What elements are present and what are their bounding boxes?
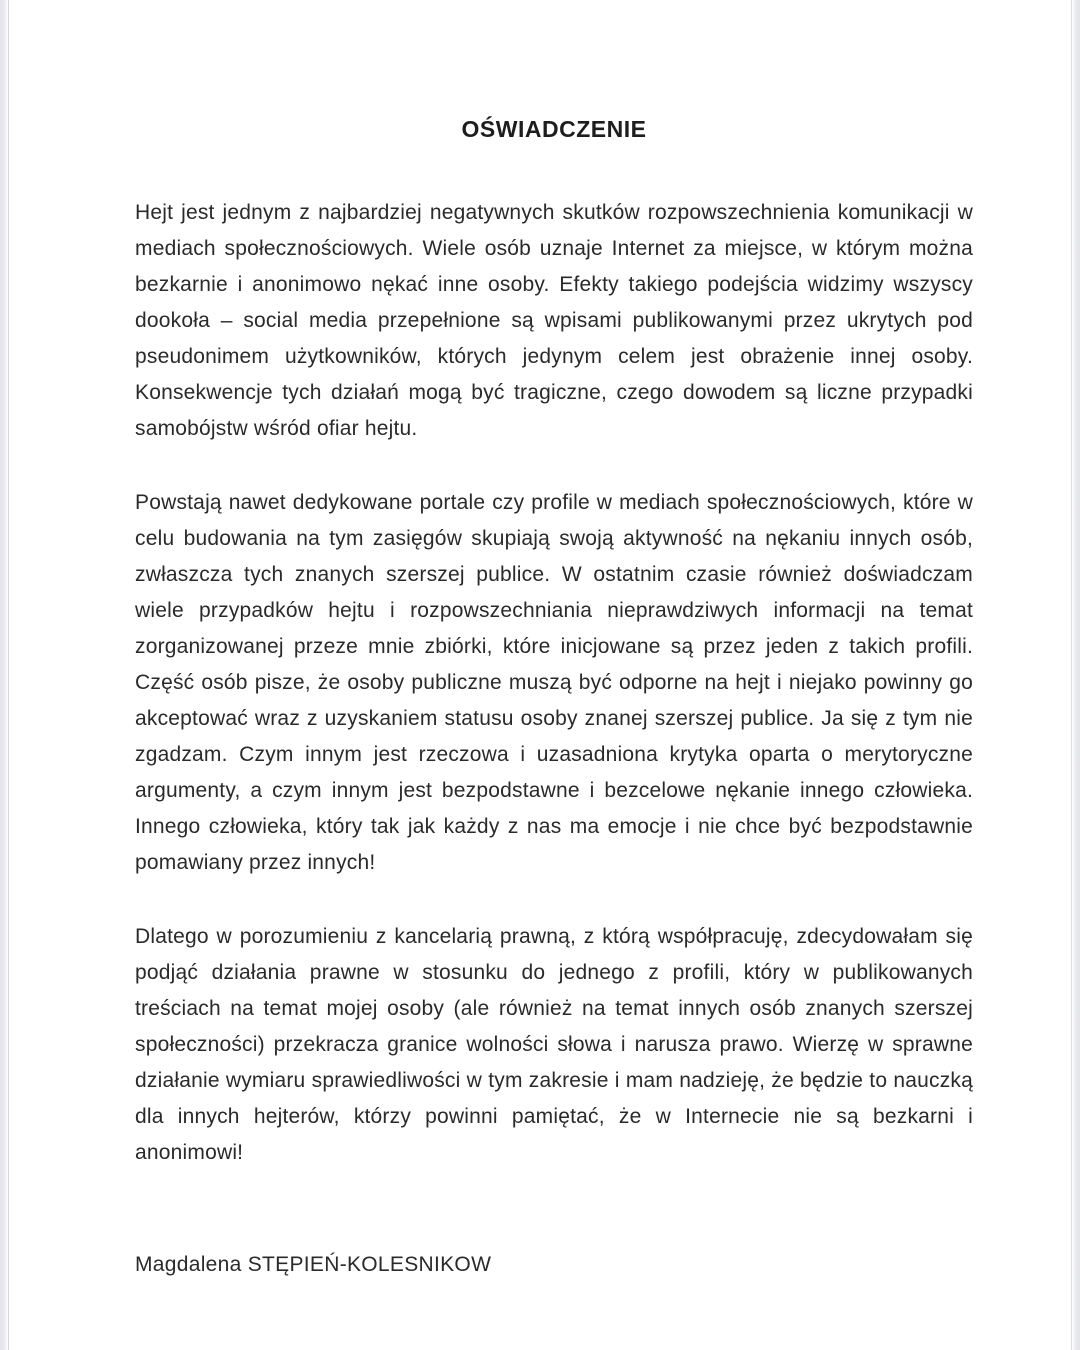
page-scan-edge-right — [1071, 0, 1080, 1350]
signature: Magdalena STĘPIEŃ-KOLESNIKOW — [135, 1253, 492, 1276]
paragraph-1: Hejt jest jednym z najbardziej negatywnych skutków rozpowszechnienia komunikacji w mediach społecznościowych. Wiele osób uznaje Internet za miejsce, w którym można bezkarnie i anonimowo nękać inne osoby. Efekty takiego podejścia widzimy wszyscy dookoła – social media przepełnione są wpisami publikowanymi przez ukrytych pod pseudonimem użytkowników, których jedynym celem jest obrażenie innej osoby. Konsekwencje tych działań mogą być tragiczne, czego dowodem są liczne przypadki samobójstw wśród ofiar hejtu. — [135, 201, 973, 440]
document-title: OŚWIADCZENIE — [461, 116, 647, 142]
page-scan-edge-left — [0, 0, 9, 1350]
paragraph-2: Powstają nawet dedykowane portale czy profile w mediach społecznościowych, które w celu budowania na tym zasięgów skupiają swoją aktywność na nękaniu innych osób, zwłaszcza tych znanych szerszej publice. W ostatnim czasie również doświadczam wiele przypadków hejtu i rozpowszechniania nieprawdziwych informacji na temat zorganizowanej przeze mnie zbiórki, które inicjowane są przez jeden z takich profili. Część osób pisze, że osoby publiczne muszą być odporne na hejt i niejako powinny go akceptować wraz z uzyskaniem statusu osoby znanej szerszej publice. Ja się z tym nie zgadzam. Czym innym jest rzeczowa i uzasadniona krytyka oparta o merytoryczne argumenty, a czym innym jest bezpodstawne i bezcelowe nękanie innego człowieka. Innego człowieka, który tak jak każdy z nas ma emocje i nie chce być bezpodstawnie pomawiany przez innych! — [135, 491, 973, 874]
document-content — [135, 0, 973, 1277]
paragraph-3: Dlatego w porozumieniu z kancelarią prawną, z którą współpracuję, zdecydowałam się podjąć działania prawne w stosunku do jednego z profili, który w publikowanych treściach na temat mojej osoby (ale również na temat innych osób znanych szerszej społeczności) przekracza granice wolności słowa i narusza prawo. Wierzę w sprawne działanie wymiaru sprawiedliwości w tym zakresie i mam nadzieję, że będzie to nauczką dla innych hejterów, którzy powinni pamiętać, że w Internecie nie są bezkarni i anonimowi! — [135, 925, 973, 1164]
